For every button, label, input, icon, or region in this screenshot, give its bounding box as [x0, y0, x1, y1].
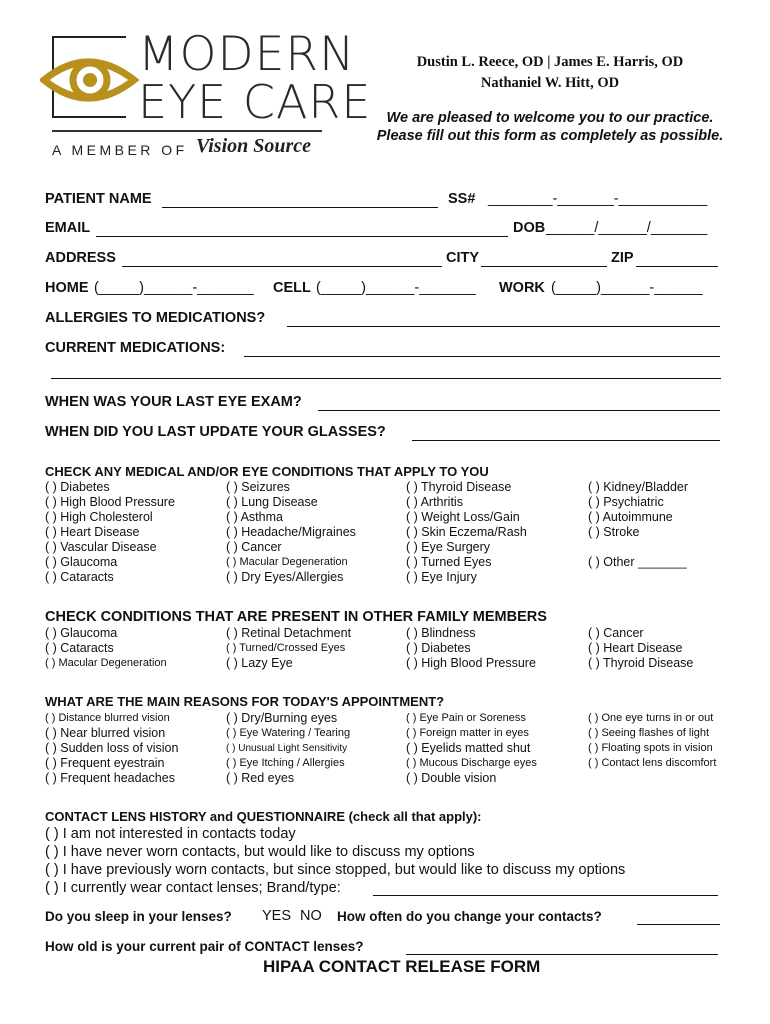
- welcome-line-1: We are pleased to welcome you to our practice.: [386, 110, 714, 126]
- contacts-option-2[interactable]: ( ) I have never worn contacts, but would like to discuss my options: [45, 844, 475, 860]
- doctors-line-2: Nathaniel W. Hitt, OD: [480, 75, 620, 91]
- hipaa-title: HIPAA CONTACT RELEASE FORM: [263, 957, 541, 976]
- checkbox-item[interactable]: ( ) Diabetes: [406, 641, 471, 655]
- dob-label: DOB: [513, 220, 546, 236]
- family-col-1: [45, 626, 167, 671]
- checkbox-item[interactable]: ( ) Cancer: [588, 626, 644, 640]
- allergies-label: ALLERGIES TO MEDICATIONS?: [45, 310, 266, 326]
- checkbox-item[interactable]: ( ) High Blood Pressure: [45, 495, 175, 509]
- checkbox-item[interactable]: ( ) Foreign matter in eyes: [406, 727, 529, 739]
- allergies-field[interactable]: [287, 312, 720, 327]
- reasons-col-2: [226, 711, 350, 786]
- checkbox-item[interactable]: ( ) Autoimmune: [588, 510, 673, 524]
- checkbox-item[interactable]: ( ) Glaucoma: [45, 626, 118, 640]
- checkbox-item[interactable]: ( ) Skin Eczema/Rash: [406, 525, 527, 539]
- checkbox-item[interactable]: ( ) Dry Eyes/Allergies: [226, 570, 344, 584]
- city-label: CITY: [446, 250, 480, 266]
- patient-name-label: PATIENT NAME: [45, 191, 152, 207]
- doctor-names: [380, 52, 720, 94]
- zip-field[interactable]: [636, 252, 718, 267]
- medical-col-3: [406, 480, 527, 585]
- checkbox-item[interactable]: ( ) Eye Surgery: [406, 540, 491, 554]
- checkbox-item[interactable]: ( ) Cancer: [226, 540, 282, 554]
- eye-logo-icon: [40, 40, 140, 120]
- checkbox-item[interactable]: ( ) Arthritis: [406, 495, 463, 509]
- current-medications-field[interactable]: [244, 342, 720, 357]
- medical-heading: CHECK ANY MEDICAL AND/OR EYE CONDITIONS THAT APPLY TO YOU: [45, 464, 489, 479]
- family-col-3: [406, 626, 536, 671]
- checkbox-item[interactable]: ( ) Frequent headaches: [45, 771, 175, 785]
- checkbox-item[interactable]: ( ) Thyroid Disease: [406, 480, 512, 494]
- checkbox-item[interactable]: ( ) Heart Disease: [588, 641, 683, 655]
- checkbox-item[interactable]: ( ) Mucous Discharge eyes: [406, 757, 537, 769]
- family-col-4: [588, 626, 693, 671]
- sleep-no-option[interactable]: NO: [300, 908, 322, 924]
- checkbox-item[interactable]: ( ) Seeing flashes of light: [588, 727, 710, 739]
- checkbox-item[interactable]: ( ) Lazy Eye: [226, 656, 293, 670]
- checkbox-item[interactable]: ( ) Cataracts: [45, 570, 114, 584]
- sleep-question: Do you sleep in your lenses?: [45, 909, 232, 924]
- contacts-option-1[interactable]: ( ) I am not interested in contacts today: [45, 826, 296, 842]
- medical-col-4: [588, 480, 688, 570]
- brand-divider: [52, 130, 322, 132]
- checkbox-item[interactable]: ( ) Diabetes: [45, 480, 110, 494]
- checkbox-item[interactable]: ( ) Contact lens discomfort: [588, 757, 717, 769]
- checkbox-item[interactable]: ( ) Cataracts: [45, 641, 114, 655]
- checkbox-item[interactable]: ( ) Seizures: [226, 480, 290, 494]
- checkbox-item-other[interactable]: ( ) Other _______: [588, 555, 687, 569]
- checkbox-item[interactable]: ( ) Vascular Disease: [45, 540, 157, 554]
- address-field[interactable]: [122, 252, 442, 267]
- email-label: EMAIL: [45, 220, 91, 236]
- contacts-heading: CONTACT LENS HISTORY and QUESTIONNAIRE (check all that apply):: [45, 809, 482, 824]
- checkbox-item[interactable]: ( ) Sudden loss of vision: [45, 741, 179, 755]
- checkbox-item[interactable]: ( ) Weight Loss/Gain: [406, 510, 520, 524]
- checkbox-item[interactable]: ( ) High Cholesterol: [45, 510, 153, 524]
- checkbox-item[interactable]: ( ) Retinal Detachment: [226, 626, 352, 640]
- change-question: How often do you change your contacts?: [337, 909, 602, 924]
- last-glasses-label: WHEN DID YOU LAST UPDATE YOUR GLASSES?: [45, 424, 386, 440]
- city-field[interactable]: [481, 252, 607, 267]
- checkbox-item[interactable]: ( ) Dry/Burning eyes: [226, 711, 338, 725]
- cell-phone-field[interactable]: (_____)______-_______: [316, 280, 476, 296]
- checkbox-item[interactable]: ( ) Stroke: [588, 525, 640, 539]
- email-field[interactable]: [96, 222, 508, 237]
- patient-name-field[interactable]: [162, 193, 438, 208]
- ss-field[interactable]: ________-_______-___________: [488, 191, 708, 207]
- checkbox-item[interactable]: ( ) Kidney/Bladder: [588, 480, 689, 494]
- cell-phone-label: CELL: [273, 280, 311, 296]
- lens-age-field[interactable]: [406, 940, 718, 955]
- ss-label: SS#: [448, 191, 476, 207]
- contacts-option-4[interactable]: ( ) I currently wear contact lenses; Brand/type:: [45, 880, 341, 896]
- checkbox-item[interactable]: ( ) Glaucoma: [45, 555, 118, 569]
- checkbox-item[interactable]: ( ) Psychiatric: [588, 495, 664, 509]
- doctors-line-1: Dustin L. Reece, OD | James E. Harris, OD: [416, 54, 684, 70]
- last-glasses-field[interactable]: [412, 426, 720, 441]
- medical-col-1: [45, 480, 175, 585]
- checkbox-item[interactable]: ( ) Floating spots in vision: [588, 742, 713, 754]
- brand-type-field[interactable]: [373, 881, 718, 896]
- checkbox-item[interactable]: ( ) Distance blurred vision: [45, 712, 170, 724]
- vision-source-logo: Vision Source: [196, 135, 312, 157]
- brand-line-1: MODERN: [138, 27, 356, 82]
- work-phone-field[interactable]: (_____)______-______: [551, 280, 703, 296]
- welcome-line-2: Please fill out this form as completely as possible.: [376, 128, 724, 144]
- home-phone-field[interactable]: (_____)______-_______: [94, 280, 254, 296]
- zip-label: ZIP: [611, 250, 634, 266]
- checkbox-item[interactable]: ( ) One eye turns in or out: [588, 712, 714, 724]
- sleep-yes-option[interactable]: YES: [262, 908, 292, 924]
- checkbox-item[interactable]: ( ) Heart Disease: [45, 525, 140, 539]
- checkbox-item[interactable]: ( ) High Blood Pressure: [406, 656, 536, 670]
- checkbox-item[interactable]: ( ) Double vision: [406, 771, 497, 785]
- checkbox-item[interactable]: ( ) Eye Itching / Allergies: [226, 757, 345, 769]
- checkbox-item[interactable]: ( ) Macular Degeneration: [45, 657, 167, 669]
- checkbox-item[interactable]: ( ) Red eyes: [226, 771, 295, 785]
- checkbox-item[interactable]: ( ) Macular Degeneration: [226, 556, 348, 568]
- checkbox-item[interactable]: ( ) Frequent eyestrain: [45, 756, 165, 770]
- reasons-col-1: [45, 711, 178, 786]
- checkbox-item[interactable]: ( ) Thyroid Disease: [588, 656, 694, 670]
- checkbox-item[interactable]: ( ) Eyelids matted shut: [406, 741, 531, 755]
- last-exam-label: WHEN WAS YOUR LAST EYE EXAM?: [45, 394, 302, 410]
- current-medications-label: CURRENT MEDICATIONS:: [45, 340, 226, 356]
- lens-age-question: How old is your current pair of CONTACT lenses?: [45, 939, 364, 954]
- checkbox-item[interactable]: ( ) Blindness: [406, 626, 476, 640]
- home-phone-label: HOME: [45, 280, 89, 296]
- checkbox-item[interactable]: ( ) Eye Injury: [406, 570, 477, 584]
- family-col-2: [226, 626, 351, 671]
- last-exam-field[interactable]: [318, 396, 720, 411]
- work-phone-label: WORK: [499, 280, 545, 296]
- change-frequency-field[interactable]: [637, 910, 720, 925]
- member-text: A MEMBER OF: [52, 142, 188, 158]
- brand-line-2: EYE CARE: [138, 75, 372, 129]
- checkbox-item[interactable]: ( ) Eye Pain or Soreness: [406, 712, 526, 724]
- contacts-option-3[interactable]: ( ) I have previously worn contacts, but since stopped, but would like to discuss my options: [45, 862, 626, 878]
- checkbox-item[interactable]: ( ) Eye Watering / Tearing: [226, 727, 351, 739]
- welcome-message: [360, 109, 740, 145]
- medical-col-2: [226, 480, 356, 585]
- checkbox-item[interactable]: ( ) Turned Eyes: [406, 555, 492, 569]
- current-medications-field-2[interactable]: [51, 364, 721, 379]
- checkbox-item[interactable]: ( ) Unusual Light Sensitivity: [226, 743, 348, 754]
- reasons-col-4: [588, 711, 716, 771]
- dob-field[interactable]: ______/______/_______: [546, 220, 708, 236]
- reasons-heading: WHAT ARE THE MAIN REASONS FOR TODAY'S APPOINTMENT?: [45, 694, 445, 709]
- checkbox-item[interactable]: ( ) Turned/Crossed Eyes: [226, 642, 346, 654]
- checkbox-item[interactable]: ( ) Lung Disease: [226, 495, 318, 509]
- address-label: ADDRESS: [45, 250, 116, 266]
- family-heading: CHECK CONDITIONS THAT ARE PRESENT IN OTHER FAMILY MEMBERS: [45, 609, 547, 625]
- checkbox-item[interactable]: ( ) Headache/Migraines: [226, 525, 356, 539]
- checkbox-item[interactable]: ( ) Near blurred vision: [45, 726, 166, 740]
- checkbox-item[interactable]: ( ) Asthma: [226, 510, 283, 524]
- reasons-col-3: [406, 711, 537, 786]
